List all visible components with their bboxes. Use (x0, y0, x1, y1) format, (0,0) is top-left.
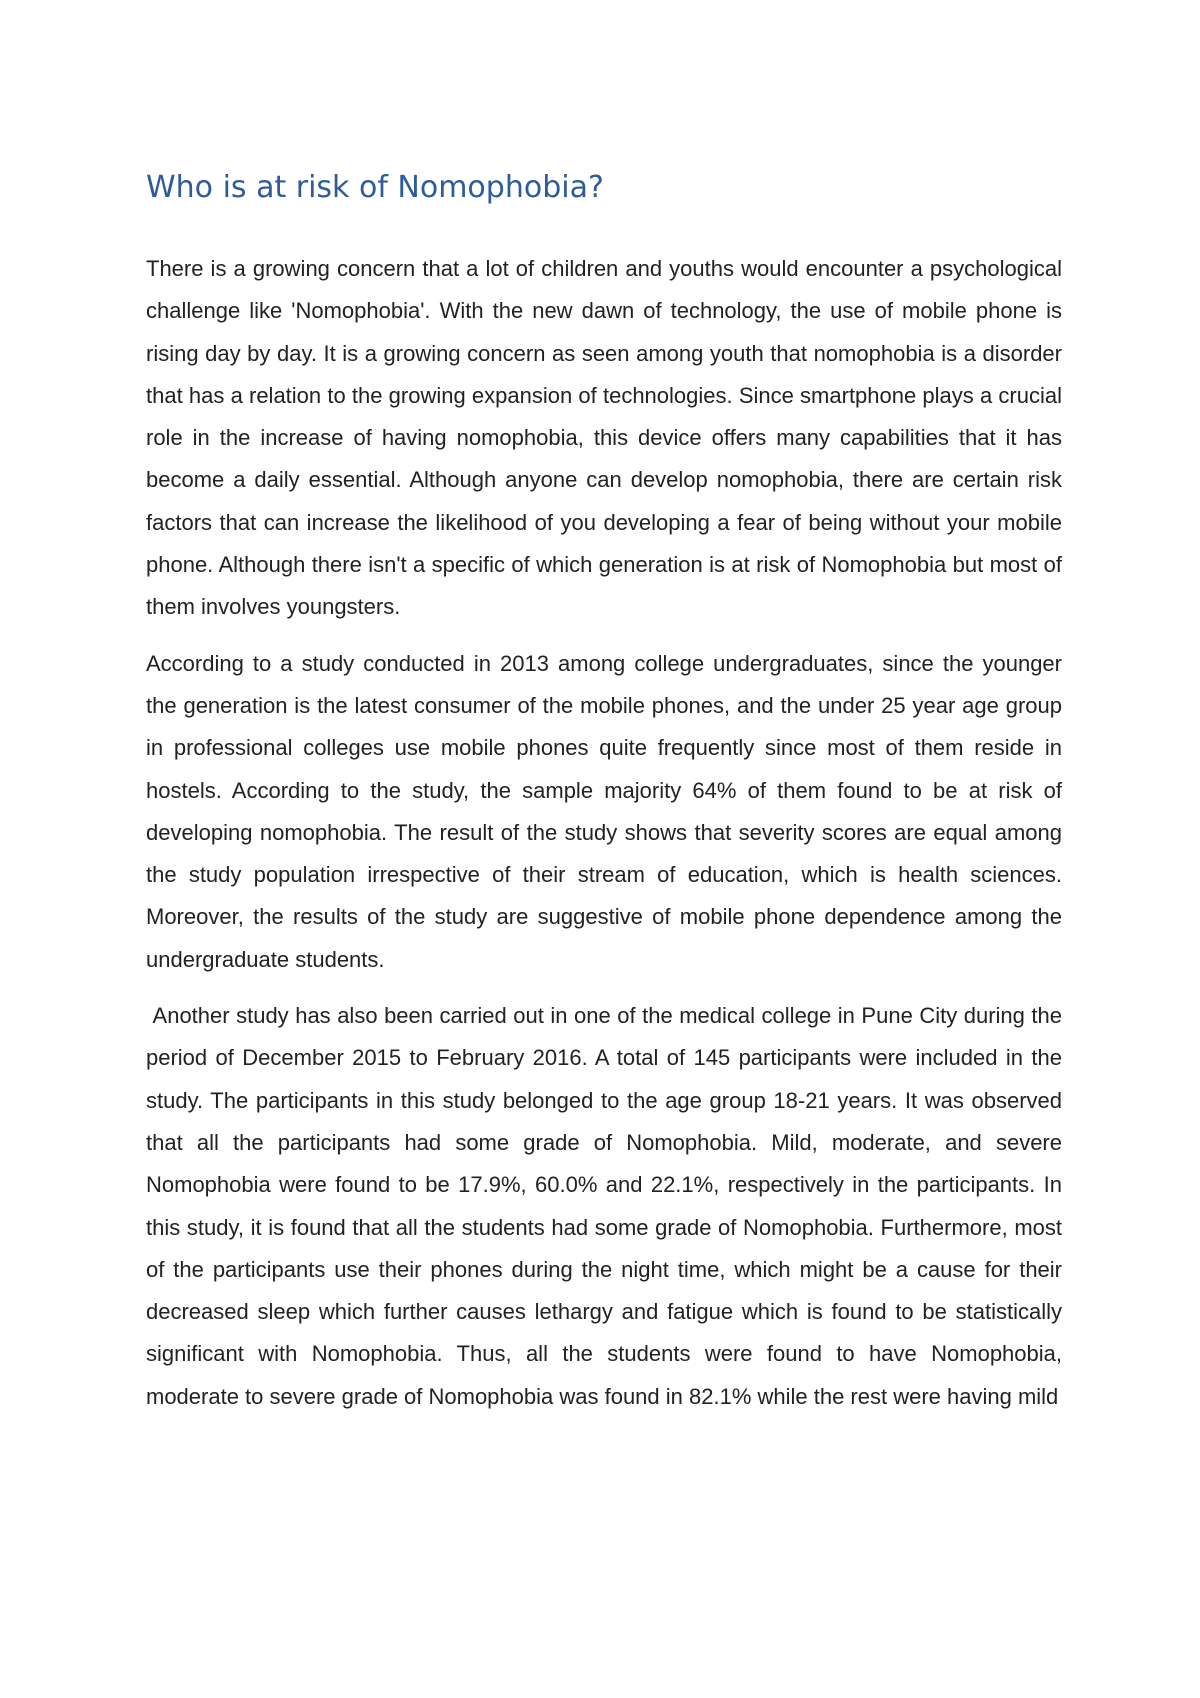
document-title: Who is at risk of Nomophobia? (146, 170, 604, 205)
paragraph-2013-study: According to a study conducted in 2013 among college undergraduates, since the younger the generation is the latest consumer of the mobile phones, and the under 25 year age group in professional colleges use mobile phones quite frequently since most of them reside in hostels. According to the study, the sample majority 64% of them found to be at risk of developing nomophobia. The result of the study shows that severity scores are equal among the study population irrespective of their stream of education, which is health sciences. Moreover, the results of the study are suggestive of mobile phone dependence among the undergraduate students. (146, 650, 1069, 972)
document-body (146, 166, 1069, 1432)
paragraph-risk-overview: There is a growing concern that a lot of children and youths would encounter a psychological challenge like 'Nomophobia'. With the new dawn of technology, the use of mobile phone is rising day by day. It is a growing concern as seen among youth that nomophobia is a disorder that has a relation to the growing expansion of technologies. Since smartphone plays a crucial role in the increase of having nomophobia, this device offers many capabilities that it has become a daily essential. Although anyone can develop nomophobia, there are certain risk factors that can increase the likelihood of you developing a fear of being without your mobile phone. Although there isn't a specific of which generation is at risk of Nomophobia but most of them involves youngsters. (146, 256, 1069, 620)
paragraph-pune-study: Another study has also been carried out in one of the medical college in Pune City during the period of December 2015 to February 2016. A total of 145 participants were included in the study. The participants in this study belonged to the age group 18-21 years. It was observed that all the participants had some grade of Nomophobia. Mild, moderate, and severe Nomophobia were found to be 17.9%, 60.0% and 22.1%, respectively in the participants. In this study, it is found that all the students had some grade of Nomophobia. Furthermore, most of the participants use their phones during the night time, which might be a cause for their decreased sleep which further causes lethargy and fatigue which is found to be statistically significant with Nomophobia. Thus, all the students were found to have Nomophobia, moderate to severe grade of Nomophobia was found in 82.1% while the rest were having mild (146, 1003, 1069, 1409)
